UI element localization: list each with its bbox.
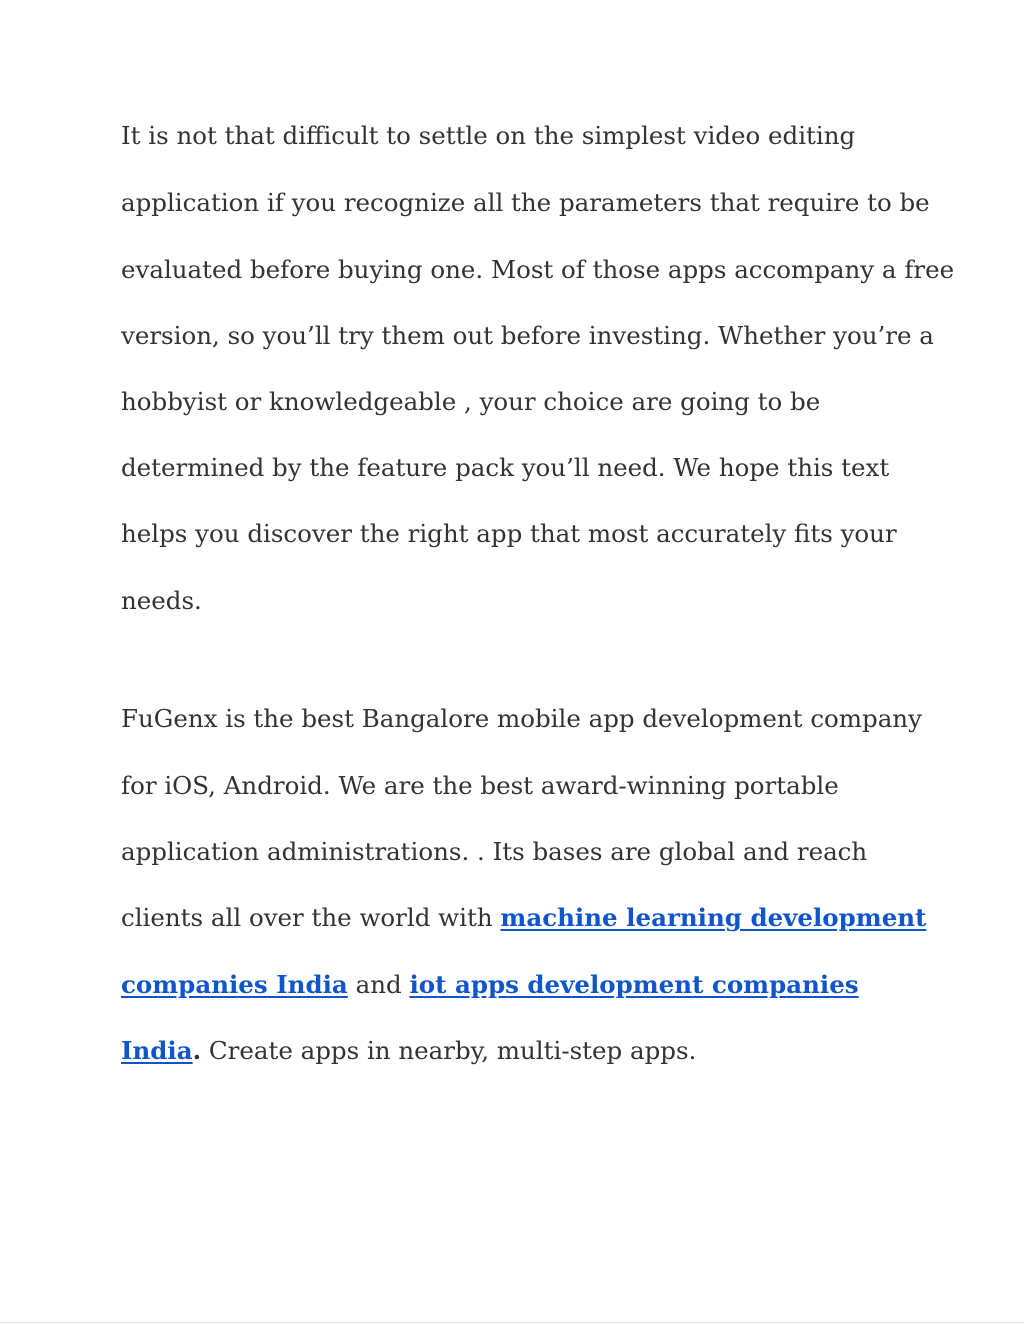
- iot-apps-link[interactable]: iot apps development companies: [409, 970, 859, 999]
- line-text: Create apps in nearby, multi-step apps.: [201, 1036, 697, 1065]
- machine-learning-link[interactable]: machine learning development: [500, 903, 927, 932]
- line-text: clients all over the world with: [121, 903, 501, 932]
- paragraph-line: [121, 970, 859, 1000]
- connector-text: and: [347, 970, 410, 999]
- paragraph-line: application administrations. . Its bases are global and reach: [121, 837, 868, 866]
- paragraph-line: needs.: [121, 586, 202, 615]
- paragraph-line: evaluated before buying one. Most of those apps accompany a free: [121, 255, 955, 284]
- page-bottom-edge: [0, 1322, 1024, 1323]
- paragraph-line: determined by the feature pack you’ll need. We hope this text: [121, 453, 890, 482]
- iot-apps-link-continued[interactable]: India: [121, 1036, 193, 1065]
- paragraph-line: helps you discover the right app that most accurately fits your: [121, 519, 897, 548]
- paragraph-line: [121, 903, 926, 933]
- paragraph-line: [121, 1036, 696, 1066]
- paragraph-line: for iOS, Android. We are the best award-winning portable: [121, 771, 839, 800]
- paragraph-line: It is not that difficult to settle on the simplest video editing: [121, 121, 856, 150]
- paragraph-line: hobbyist or knowledgeable , your choice are going to be: [121, 387, 821, 416]
- paragraph-line: version, so you’ll try them out before investing. Whether you’re a: [121, 321, 934, 350]
- paragraph-line: application if you recognize all the parameters that require to be: [121, 188, 930, 217]
- paragraph-line: FuGenx is the best Bangalore mobile app development company: [121, 704, 922, 733]
- bold-period: .: [192, 1036, 202, 1065]
- machine-learning-link-continued[interactable]: companies India: [121, 970, 348, 999]
